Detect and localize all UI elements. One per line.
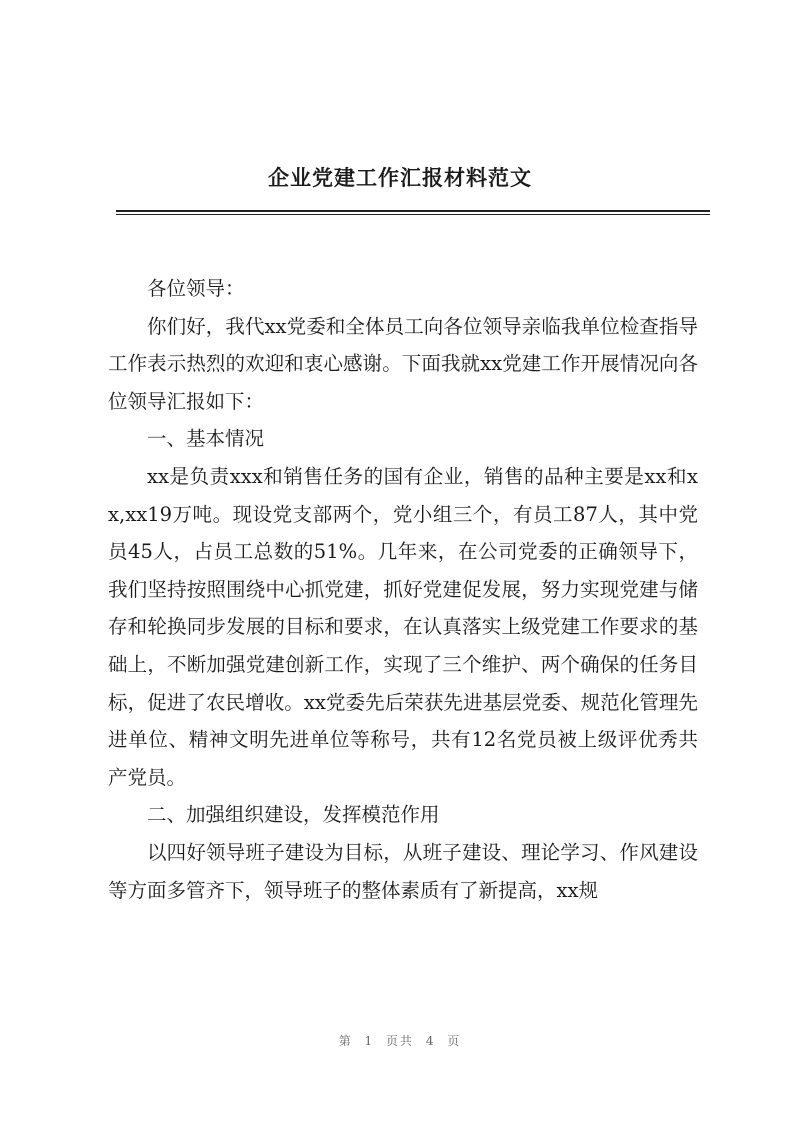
document-title: 企业党建工作汇报材料范文 xyxy=(268,165,532,190)
section-heading-organization: 二、加强组织建设，发挥模范作用 xyxy=(147,803,440,827)
section-heading-basic: 一、基本情况 xyxy=(147,427,265,451)
salutation: 各位领导： xyxy=(147,277,245,300)
paragraph-basic-situation: xx是负责xxx和销售任务的国有企业，销售的品种主要是xx和xx,xx19万吨。现设党支部两个，党小组三个，有员工87人，其中党员45人，占员工总数的51%。几年来，在公司党委的正确领导下，我们坚持按照围绕中心抓党建，抓好党建促发展，努力实现党建与储存和轮换同步发展的目标和要求，在认真落实上级党建工作要求的基础上，不断加强党建创新工作，实现了三个维护、两个确保的任务目标，促进了农民增收。xx党委先后荣获先进基层党委、规范化管理先进单位、精神文明先进单位等称号，共有12名党员被上级评优秀共产党员。 xyxy=(108,464,698,789)
title-divider xyxy=(116,210,710,212)
paragraph-organization: 以四好领导班子建设为目标，从班子建设、理论学习、作风建设等方面多管齐下，领导班子的整体素质有了新提高，xx规 xyxy=(108,840,698,902)
paragraph-greeting: 你们好，我代xx党委和全体员工向各位领导亲临我单位检查指导工作表示热烈的欢迎和衷心感谢。下面我就xx党建工作开展情况向各位领导汇报如下： xyxy=(108,314,698,413)
page-number-footer: 第 1 页共 4 页 xyxy=(338,1034,462,1048)
document-body xyxy=(108,270,698,909)
